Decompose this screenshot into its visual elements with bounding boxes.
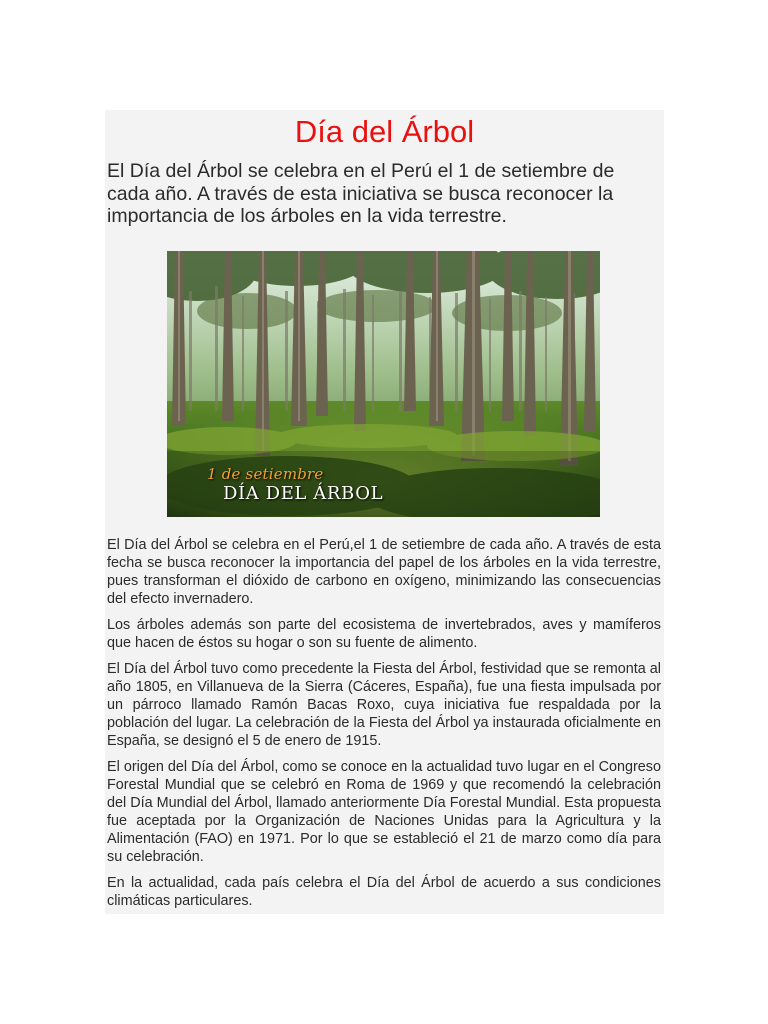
- article-block: [105, 110, 664, 914]
- paragraph: El Día del Árbol se celebra en el Perú,el 1 de setiembre de cada año. A través de esta fecha se busca reconocer la importancia del papel de los árboles en la vida terrestre, pues transforman el dióxido de carbono en oxígeno, minimizando las consecuencias del efecto invernadero.: [107, 537, 661, 607]
- article-title: Día del Árbol: [294, 114, 475, 149]
- forest-photo: [167, 251, 600, 517]
- article-body: [107, 536, 661, 914]
- photo-caption-title: DÍA DEL ÁRBOL: [223, 483, 384, 504]
- paragraph: El origen del Día del Árbol, como se conoce en la actualidad tuvo lugar en el Congreso Forestal Mundial que se celebró en Roma de 1969 y que recomendó la celebración del Día Mundial del Árbol, llamado anteriormente Día Forestal Mundial. Esta propuesta fue aceptada por la Organización de Naciones Unidas para la Agricultura y la Alimentación (FAO) en 1971. Por lo que se estableció el 21 de marzo como día para su celebración.: [107, 759, 661, 865]
- paragraph: En la actualidad, cada país celebra el Día del Árbol de acuerdo a sus condiciones climáticas particulares.: [107, 875, 661, 909]
- paragraph: Los árboles además son parte del ecosistema de invertebrados, aves y mamíferos que hacen de éstos su hogar o son su fuente de alimento.: [107, 617, 661, 651]
- paragraph: El Día del Árbol tuvo como precedente la Fiesta del Árbol, festividad que se remonta al año 1805, en Villanueva de la Sierra (Cáceres, España), fue una fiesta impulsada por un párroco llamado Ramón Bacas Roxo, cuya iniciativa fue respaldada por la población del lugar. La celebración de la Fiesta del Árbol ya instaurada oficialmente en España, se designó el 5 de enero de 1915.: [107, 661, 661, 749]
- article-intro: El Día del Árbol se celebra en el Perú el 1 de setiembre de cada año. A través de esta iniciativa se busca reconocer la importancia de los árboles en la vida terrestre.: [107, 160, 615, 227]
- photo-caption-date: 1 de setiembre: [207, 465, 324, 483]
